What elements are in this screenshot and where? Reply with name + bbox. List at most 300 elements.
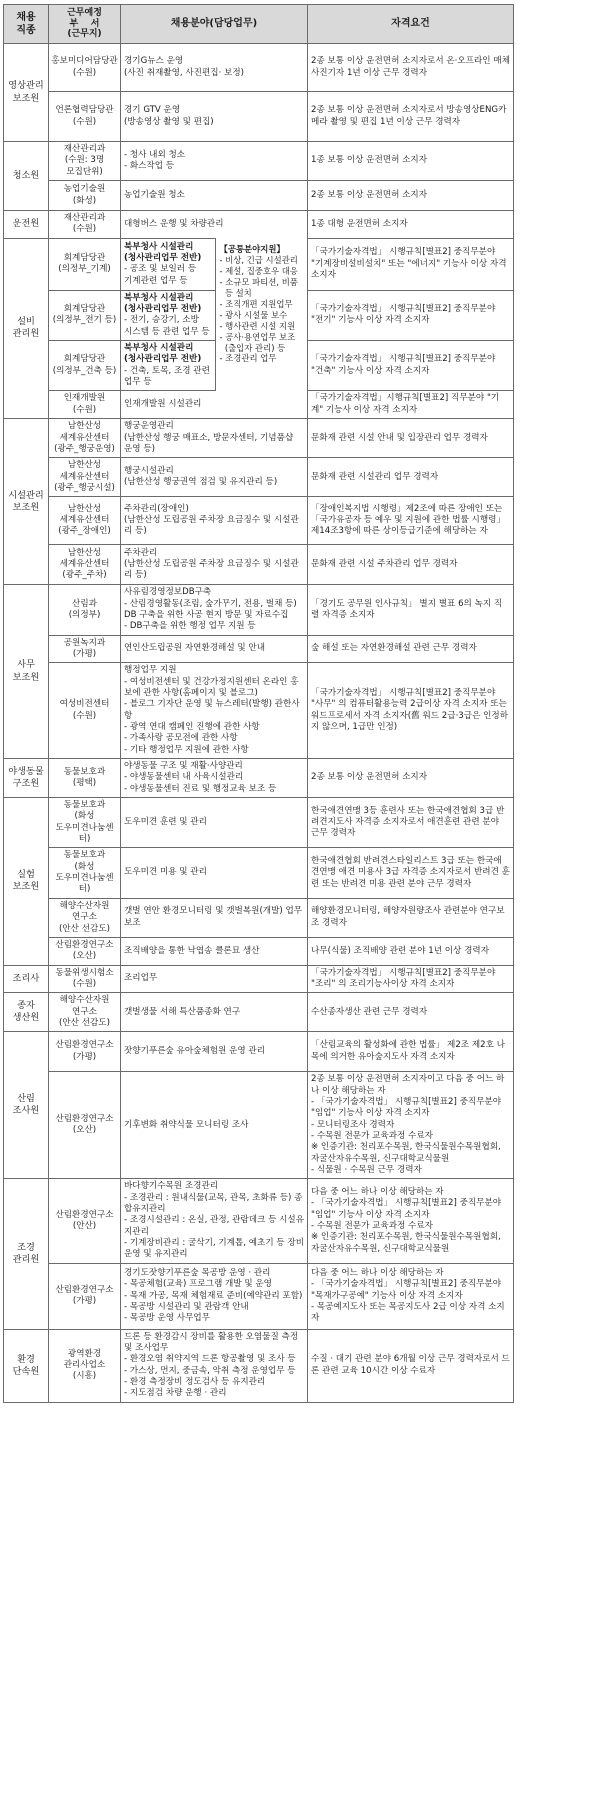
work-line: (청사관리업무 전반) xyxy=(124,252,202,263)
department-label: 세계유산센터 xyxy=(59,559,110,570)
requirement-line: 「국가기술자격법」 시행규칙[별표2] 중직무분야 "사무" 의 컴퓨터활용능력 2급이상 자격 소지자 또는 워드프로세서 자격 소지자(舊 워드 2급·3급은 인정하지 않으며, 1급만 인정) xyxy=(311,687,509,732)
job-category-label: 시설관리 xyxy=(8,489,44,501)
requirement-cell xyxy=(308,142,514,181)
work-cell xyxy=(121,142,308,181)
requirement-cell xyxy=(308,1329,514,1402)
department-label: (수원) xyxy=(72,404,97,415)
department-label: 관리사업소 xyxy=(63,1360,106,1371)
job-category-cell xyxy=(4,1179,49,1329)
department-label: (광주_행궁시설) xyxy=(54,482,115,493)
department-label: (광주_주차) xyxy=(62,570,107,581)
work-line: (남한산성 도립공원 주차장 요금징수 및 시설관리 등) xyxy=(124,559,299,581)
department-label: (화성 xyxy=(74,861,95,872)
work-line: 조직배양을 통한 낙엽송 클론묘 생산 xyxy=(124,945,260,956)
department-cell xyxy=(49,965,121,993)
requirement-line: 2종 보통 이상 운전면허 소지자로서 방송영상ENG카메라 촬영 및 편집 1년 이상 근무 경력자 xyxy=(311,105,507,127)
job-category-cell xyxy=(4,142,49,211)
department-label: (의정부_전기 등) xyxy=(52,315,117,326)
requirement-line: 한국애견협회 반려견스타일리스트 3급 또는 한국애견연맹 애견 미용사 3급 자격증 소지자로서 반려견 훈련 또는 반려견 미용 관련 분야 근무 경력자 xyxy=(311,856,510,889)
job-category-label: 실험 xyxy=(17,869,35,881)
department-cell xyxy=(49,44,121,92)
table-row xyxy=(4,898,514,937)
job-category-cell xyxy=(4,798,49,965)
work-cell xyxy=(121,585,308,635)
department-cell xyxy=(49,663,121,759)
department-label: 산림환경연구소 xyxy=(55,939,114,950)
work-line: - DB구축을 위한 행정 업무 지원 등 xyxy=(124,621,256,632)
job-category-cell xyxy=(4,965,49,993)
requirement-line: 문화재 관련 시설 안내 및 입장관리 업무 경력자 xyxy=(311,432,488,443)
department-label: (수원) xyxy=(72,978,97,989)
department-label: 세계유산센터 xyxy=(59,515,110,526)
job-category-label: 보조원 xyxy=(12,881,40,893)
department-label: 도우미견나눔센터) xyxy=(55,822,114,845)
requirement-line: 「장애인복지법 시행령」제2조에 따른 장애인 또는 「국가유공자 등 예우 및 지원에 관한 법률 시행령」제14조3항에 따른 상이등급기준에 해당하는 자 xyxy=(311,503,506,537)
requirement-cell xyxy=(308,635,514,663)
common-support-line: - 광사 시설물 보수 xyxy=(219,309,288,320)
common-support-line: - 제설, 집중호우 대응 xyxy=(219,266,298,277)
department-label: 광역환경 xyxy=(67,1348,102,1359)
department-label: (가평) xyxy=(72,1051,97,1062)
department-label: 회계담당관 xyxy=(63,252,106,263)
work-line: 경기 GTV 운영 xyxy=(124,105,181,116)
work-line: - 기타 행정업무 지원에 관한 사항 xyxy=(124,744,249,755)
department-cell xyxy=(49,1032,121,1072)
department-cell xyxy=(49,341,121,391)
table-row xyxy=(4,993,514,1032)
requirement-line: ※ 인증기관: 천리포수목원, 한국식물원수목원협회, 자굴산자유수목원, 신구대학교식물원 xyxy=(311,1232,501,1254)
department-label: (오산) xyxy=(72,1125,97,1136)
requirement-line: 수질 · 대기 관련 분야 6개월 이상 근무 경력자로서 드론 관련 교육 10시간 이상 수료자 xyxy=(311,1354,510,1376)
table-row xyxy=(4,759,514,798)
requirement-line: 숲 해설 또는 자연환경해설 관련 근무 경력자 xyxy=(311,643,477,654)
work-line: 조리업무 xyxy=(124,973,158,984)
department-label: 여성비전센터 xyxy=(59,699,110,710)
job-category-label: 구조원 xyxy=(12,778,40,790)
table-row xyxy=(4,142,514,181)
table-row xyxy=(4,419,514,458)
header-dept: 근무예정 부 서 (근무지) xyxy=(49,5,121,44)
work-line: 경기G뉴스 운영 xyxy=(124,56,184,67)
work-cell xyxy=(121,92,308,142)
requirement-cell xyxy=(308,585,514,635)
work-line: 시스템 등 관련 업무 등 xyxy=(124,326,210,337)
work-line: - 건축, 토목, 조경 관련 xyxy=(124,365,210,376)
table-row xyxy=(4,44,514,92)
requirement-line: - 식물원 · 수목원 근무 경력자 xyxy=(311,1165,422,1175)
department-label: (광주_행궁운영) xyxy=(54,443,115,454)
work-line: 북부청사 시설관리 xyxy=(124,292,194,303)
department-label: 회계담당관 xyxy=(63,354,106,365)
department-cell xyxy=(49,391,121,419)
department-cell xyxy=(49,1329,121,1402)
requirement-cell xyxy=(308,391,514,419)
department-cell xyxy=(49,181,121,211)
requirement-line: - 「국가기술자격법」 시행규칙[별표2] 중직무분야 "임업" 기능사 이상 자격 소지자 xyxy=(311,1198,502,1220)
department-cell xyxy=(49,759,121,798)
work-line: 행정업무 지원 xyxy=(124,665,177,676)
department-label: 공원녹지과 xyxy=(63,637,106,648)
job-category-label: 설비 xyxy=(17,316,35,328)
work-line: - 목공방 운영 사무업무 xyxy=(124,1313,211,1324)
requirement-line: 수산종자생산 관련 근무 경력자 xyxy=(311,1006,428,1017)
department-label: 회계담당관 xyxy=(63,304,106,315)
department-label: 산림환경연구소 xyxy=(55,1284,114,1295)
table-row xyxy=(4,663,514,759)
requirement-line: 해양환경모니터링, 해양자원량조사 관련분야 연구보조 경력자 xyxy=(311,906,505,928)
work-line: - 목재 가공, 목재 체험재료 준비(예약관리 포함) xyxy=(124,1290,303,1301)
common-support-line: 등 설치 xyxy=(219,287,252,298)
work-line: 경기도잣향기푸른숲 목공방 운영 · 관리 xyxy=(124,1267,271,1278)
work-cell xyxy=(121,848,308,898)
department-label: 재산관리과 xyxy=(63,144,106,154)
department-cell xyxy=(49,92,121,142)
requirement-cell xyxy=(308,44,514,92)
department-label: 산림환경연구소 xyxy=(55,1040,114,1051)
department-label: 남한산성 xyxy=(67,421,102,432)
requirement-cell xyxy=(308,497,514,545)
requirement-cell xyxy=(308,1179,514,1263)
work-line: 야생동물 구조 및 재활·사양관리 xyxy=(124,761,243,772)
department-cell xyxy=(49,585,121,635)
job-category-label: 야생동물 xyxy=(8,765,44,777)
department-label: (오산) xyxy=(72,951,97,962)
work-cell xyxy=(121,635,308,663)
table-row xyxy=(4,458,514,497)
department-cell xyxy=(49,848,121,898)
department-label: (수원) xyxy=(72,710,97,721)
work-line: 도우미견 미용 및 관리 xyxy=(124,867,207,878)
job-category-label: 청소원 xyxy=(12,169,40,181)
department-label: (안산 선감도) xyxy=(59,1017,110,1028)
work-line: 바다향기수목원 조경관리 xyxy=(124,1181,219,1192)
work-line: 도우미견 훈련 및 관리 xyxy=(124,817,207,828)
department-label: 농업기술원 xyxy=(63,184,106,195)
requirement-line: 문화재 관련 시설 주차관리 업무 경력자 xyxy=(311,559,458,570)
requirement-line: - 「국가기술자격법」 시행규칙[별표2] 중직무분야 "목재가구공예" 기능사 이상 자격 소지자 xyxy=(311,1279,502,1301)
common-support-line: - 소규모 파티션, 비품 xyxy=(219,276,298,287)
work-line: - 화스작업 등 xyxy=(124,161,175,172)
work-line: 농업기술원 청소 xyxy=(124,189,185,200)
job-category-cell xyxy=(4,993,49,1032)
work-line: 업무 등 xyxy=(124,377,152,388)
work-cell xyxy=(121,181,308,211)
department-label: (가평) xyxy=(72,648,97,659)
work-line: (남한산성 행궁권역 점검 및 유지관리 등) xyxy=(124,477,278,488)
common-support-line: (출입자 관리) 등 xyxy=(219,342,286,353)
header-requirements: 자격요건 xyxy=(308,5,514,44)
requirement-cell xyxy=(308,92,514,142)
department-label: 동물위생시험소 xyxy=(55,967,114,978)
department-cell xyxy=(49,545,121,585)
department-cell xyxy=(49,993,121,1032)
requirement-line: ※ 인증기관: 천리포수목원, 한국식물원수목원협회, 자굴산자유수목원, 신구대학교식물원 xyxy=(311,1142,501,1164)
requirement-line: 「경기도 공무원 인사규칙」 별지 별표 6의 녹지 직렬 자격증 소지자 xyxy=(311,598,503,620)
table-row xyxy=(4,181,514,211)
requirement-line: 「국가기술자격법」 시행규칙[별표2] 중직무분야 "조리" 의 조리기능사이상 자격 소지자 xyxy=(311,967,496,989)
job-category-label: 사무 xyxy=(17,659,35,671)
department-label: (수원) xyxy=(72,67,97,78)
requirement-cell xyxy=(308,290,514,340)
department-label: 산림과 xyxy=(72,598,97,609)
work-line: - 여성비전센터 및 건강가정지원센터 온라인 홍보에 관한 사항(홈페이지 및 블로그) xyxy=(124,676,299,698)
work-line: - 지도점검 차량 운행 · 관리 xyxy=(124,1388,227,1399)
job-category-label: 환경 xyxy=(17,1353,35,1365)
common-support-line: - 행사관련 시설 지원 xyxy=(219,320,296,331)
work-line: - 환경 측정장비 정도검사 등 유지관리 xyxy=(124,1377,266,1388)
requirement-cell xyxy=(308,898,514,937)
department-label: (수원: 3명 xyxy=(64,155,105,166)
department-label: 남한산성 xyxy=(67,547,102,558)
common-support-column xyxy=(215,238,307,391)
requirement-cell xyxy=(308,341,514,391)
work-line: 북부청사 시설관리 xyxy=(124,241,194,252)
requirement-line: 「국가기술자격법」 시행규칙[별표2] 중직무분야 "기계장비설비설치" 또는 "에너지" 기능사 이상 자격 소지자 xyxy=(311,247,507,280)
work-line: 주차관리 xyxy=(124,547,158,558)
requirement-line: - 수목원 전문가 교육과정 수료자 xyxy=(311,1221,433,1232)
requirement-line: 2종 보통 이상 운전면허 소지자 xyxy=(311,189,428,200)
requirement-cell xyxy=(308,211,514,239)
job-category-label: 종자 xyxy=(17,1000,35,1012)
work-cell xyxy=(121,965,308,993)
department-label: (수원) xyxy=(72,224,97,235)
table-row xyxy=(4,1179,514,1263)
work-cell xyxy=(121,663,308,759)
requirement-line: 2종 보통 이상 운전면허 소지자이고 다음 중 어느 하나 이상 해당하는 자 xyxy=(311,1074,505,1096)
requirement-cell xyxy=(308,965,514,993)
table-row xyxy=(4,92,514,142)
requirement-line: 「국가기술자격법」 시행규칙[별표2] 중직무분야 "전기" 기능사 이상 자격 소지자 xyxy=(311,304,496,326)
requirement-cell xyxy=(308,1032,514,1072)
department-cell xyxy=(49,211,121,239)
requirement-line: 나무(식물) 조직배양 관련 분야 1년 이상 경력자 xyxy=(311,945,489,956)
work-cell xyxy=(121,211,308,239)
requirement-line: 1종 보통 이상 운전면허 소지자 xyxy=(311,155,428,166)
job-category-label: 단속원 xyxy=(12,1365,40,1377)
department-label: 세계유산센터 xyxy=(59,432,110,443)
work-line: - 기계장비관리 : 굴삭기, 기계톱, 예초기 등 장비운영 및 유지관리 xyxy=(124,1238,305,1260)
work-line: 북부청사 시설관리 xyxy=(124,343,194,354)
table-row xyxy=(4,585,514,635)
department-cell xyxy=(49,937,121,965)
work-cell xyxy=(121,993,308,1032)
table-row xyxy=(4,211,514,239)
requirement-line: 2종 보통 이상 운전면허 소지자로서 온·오프라인 매체 사진기자 1년 이상 근무 경력자 xyxy=(311,56,510,78)
department-label: 세계유산센터 xyxy=(59,471,110,482)
department-cell xyxy=(49,1179,121,1263)
common-support-line: - 조경관리 업무 xyxy=(219,353,277,364)
job-category-label: 관리원 xyxy=(12,328,40,340)
job-category-label: 조리사 xyxy=(12,972,40,984)
work-line: 잣향기푸른숲 유아숲체험원 운영 관리 xyxy=(124,1046,266,1057)
department-cell xyxy=(49,798,121,848)
requirement-line: - 목공예지도사 또는 목공지도사 2급 이상 자격 소지자 xyxy=(311,1301,505,1324)
work-line: 행궁운영관리 xyxy=(124,421,174,432)
requirement-cell xyxy=(308,798,514,848)
table-row xyxy=(4,937,514,965)
work-line: - 목공체험(교육) 프로그램 개발 및 운영 xyxy=(124,1279,272,1290)
work-line: - 야생동물센터 내 사육시설관리 xyxy=(124,772,244,783)
work-line: - 야생동물센터 진료 및 행정교육 보조 등 xyxy=(124,783,277,794)
work-line: 갯벌 연안 환경모니터링 및 갯벌복원(개발) 업무보조 xyxy=(124,906,303,928)
work-line: - 공조 및 보일러 등 xyxy=(124,264,197,275)
work-line: 갯벌생물 서해 특산품종화 연구 xyxy=(124,1006,241,1017)
work-cell xyxy=(121,391,308,419)
requirement-cell xyxy=(308,458,514,497)
work-line: - 산림경영활동(조림, 숲가꾸기, 전용, 벌채 등) DB 구축을 위한 사공 현지 방문 및 자료수집 xyxy=(124,598,297,620)
work-line: (사진 취재촬영, 사진편집· 보정) xyxy=(124,67,244,78)
requirement-line: - 「국가기술자격법」 시행규칙[별표2] 중직무분야 "임업" 기능사 이상 자격 소지자 xyxy=(311,1096,502,1119)
requirement-cell xyxy=(308,419,514,458)
table-row xyxy=(4,1032,514,1072)
job-category-label: 보조원 xyxy=(12,501,40,513)
department-label: (안산 선감도) xyxy=(59,923,110,934)
department-label: (수원) xyxy=(72,116,97,127)
work-line: 인재개발원 시설관리 xyxy=(124,399,202,410)
work-line: - 가스상, 먼지, 중금속, 악취 측정 운영업무 등 xyxy=(124,1365,296,1376)
work-line: (방송영상 촬영 및 편집) xyxy=(124,116,214,127)
department-cell xyxy=(49,142,121,181)
department-label: (의정부_기계) xyxy=(58,264,111,275)
requirement-line: 한국애견연맹 3등 훈련사 또는 한국애견협회 3급 반려견지도사 자격증 소지자로서 애견훈련 관련 분야 근무 경력자 xyxy=(311,805,505,839)
department-label: 산림환경연구소 xyxy=(55,1113,114,1124)
department-label: (시흥) xyxy=(72,1371,97,1382)
work-cell xyxy=(121,1032,308,1072)
department-label: 인재개발원 xyxy=(63,393,106,404)
job-category-label: 산림 xyxy=(17,1093,35,1105)
requirement-cell xyxy=(308,1263,514,1329)
requirement-line: 「산림교육의 활성화에 관한 법률」 제2조 제2호 나목에 의거한 유아숲지도사 자격 소지자 xyxy=(311,1040,505,1062)
header-category: 채용 직종 xyxy=(4,5,49,44)
table-row xyxy=(4,497,514,545)
table-header-row xyxy=(4,5,514,44)
table-row xyxy=(4,965,514,993)
work-cell xyxy=(121,1179,308,1263)
department-label: (의정부) xyxy=(68,609,101,620)
requirement-cell xyxy=(308,545,514,585)
work-line: - 조경관리 : 원내식물(교목, 관목, 초화류 등) 종합유지관리 xyxy=(124,1192,303,1215)
job-category-cell xyxy=(4,238,49,418)
work-line: (남한산성 도립공원 주차장 요금징수 및 시설관리 등) xyxy=(124,515,299,537)
requirement-line: 다음 중 어느 하나 이상 해당하는 자 xyxy=(311,1187,444,1198)
work-line: 주차관리(장애인) xyxy=(124,503,189,514)
common-support-line: - 조직개편 지원업무 xyxy=(219,298,293,309)
requirement-line: - 수목원 전문가 교육과정 수료자 xyxy=(311,1130,433,1141)
job-category-label: 생산원 xyxy=(12,1012,40,1024)
work-line: (청사관리업무 전반) xyxy=(124,304,202,315)
job-category-cell xyxy=(4,1329,49,1402)
work-cell xyxy=(121,458,308,497)
department-label: 홍보미디어담당관 xyxy=(51,56,118,67)
table-row xyxy=(4,1263,514,1329)
department-label: (화성 xyxy=(74,811,95,822)
department-label: 재산관리과 xyxy=(63,213,106,224)
work-line: 기후변화 취약식물 모니터링 조사 xyxy=(124,1119,249,1130)
department-label: 동물보호과 xyxy=(63,766,106,777)
work-line: - 가족사랑 공모전에 관한 사항 xyxy=(124,733,238,744)
work-line: - 전기, 승강기, 소방 xyxy=(124,315,199,326)
department-cell xyxy=(49,458,121,497)
job-category-cell xyxy=(4,759,49,798)
department-label: 해양수산자원 xyxy=(59,995,110,1006)
work-line: 드론 등 환경감시 장비를 활용한 오염물질 측정 및 조사업무 xyxy=(124,1331,299,1354)
requirement-cell xyxy=(308,759,514,798)
department-label: (광주_장애인) xyxy=(58,526,111,537)
requirement-cell xyxy=(308,181,514,211)
work-cell xyxy=(121,759,308,798)
department-label: 모집단위) xyxy=(66,166,103,177)
work-cell xyxy=(121,545,308,585)
requirement-cell xyxy=(308,993,514,1032)
department-label: 동물보호과 xyxy=(63,800,106,811)
department-label: 남한산성 xyxy=(67,460,102,471)
requirement-line: 문화재 관련 시설관리 업무 경력자 xyxy=(311,471,439,482)
department-label: 도우미견나눔센터) xyxy=(55,873,114,895)
work-line: - 환경오염 취약지역 드론 항공촬영 및 조사 등 xyxy=(124,1354,296,1365)
work-cell xyxy=(121,419,308,458)
table-row xyxy=(4,391,514,419)
department-cell xyxy=(49,290,121,340)
requirement-line: 「국가기술자격법」시행규칙[별표2] 직무분야 "기계" 기능사 이상 자격 소지자 xyxy=(311,393,500,415)
department-label: (의정부_건축 등) xyxy=(52,365,117,376)
work-line: - 조경시설관리 : 온실, 관정, 관람데크 등 시설유지관리 xyxy=(124,1215,305,1237)
work-cell xyxy=(121,898,308,937)
recruitment-table xyxy=(3,4,514,1403)
requirement-line: - 모니터링조사 경력자 xyxy=(311,1119,395,1130)
common-support-line: - 비상, 긴급 시설관리 xyxy=(219,255,298,266)
work-cell xyxy=(121,798,308,848)
work-line: - 블로그 기자단 운영 및 뉴스레터(발행) 관한사항 xyxy=(124,699,300,721)
work-line: 기계관련 업무 등 xyxy=(124,275,188,286)
department-label: (가평) xyxy=(72,1296,97,1307)
table-row xyxy=(4,848,514,898)
job-category-label: 영상관리 xyxy=(8,80,44,92)
department-cell xyxy=(49,898,121,937)
requirement-cell xyxy=(308,1072,514,1179)
job-category-label: 보조원 xyxy=(12,671,40,683)
department-label: 연구소 xyxy=(72,912,97,923)
requirement-cell xyxy=(308,663,514,759)
department-cell xyxy=(49,1072,121,1179)
requirement-cell xyxy=(308,848,514,898)
table-row xyxy=(4,1329,514,1402)
job-category-cell xyxy=(4,44,49,142)
work-cell xyxy=(121,497,308,545)
requirement-line: 1종 대형 운전면허 소지자 xyxy=(311,218,408,229)
work-cell xyxy=(121,937,308,965)
header-work: 채용분야(담당업무) xyxy=(121,5,308,44)
job-category-cell xyxy=(4,585,49,759)
work-cell xyxy=(121,44,308,92)
department-cell xyxy=(49,419,121,458)
requirement-line: 2종 보통 이상 운전면허 소지자 xyxy=(311,772,428,783)
work-line: 대형버스 운행 및 차량관리 xyxy=(124,218,224,229)
job-category-cell xyxy=(4,1032,49,1179)
department-label: 남한산성 xyxy=(67,503,102,514)
job-category-label: 운전원 xyxy=(12,218,40,230)
work-line: 사유림경영정보DB구축 xyxy=(124,587,212,598)
job-category-cell xyxy=(4,419,49,585)
department-label: 동물보호과 xyxy=(63,850,106,861)
work-line: - 청사 내외 청소 xyxy=(124,149,186,160)
department-cell xyxy=(49,497,121,545)
department-label: (화성) xyxy=(72,195,97,206)
requirement-line: 「국가기술자격법」 시행규칙[별표2] 중직무분야 "건축" 기능사 이상 자격 소지자 xyxy=(311,354,496,376)
common-support-line: - 공사·용연업무 보조 xyxy=(219,331,296,342)
job-category-label: 조경 xyxy=(17,1241,35,1253)
requirement-cell xyxy=(308,238,514,290)
department-label: (평택) xyxy=(72,778,97,789)
